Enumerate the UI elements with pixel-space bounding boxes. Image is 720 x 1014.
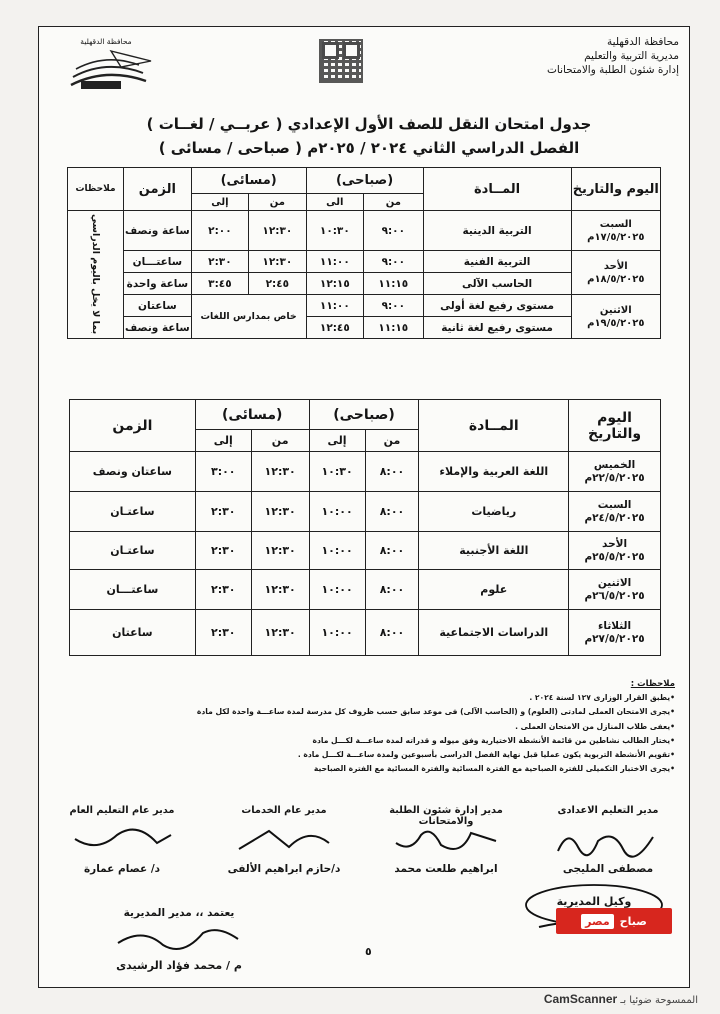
morning-to: ١٠:٠٠	[309, 570, 365, 610]
gov-line-1: محافظة الدقهلية	[607, 36, 679, 48]
evening-from: ١٢:٣٠	[249, 251, 307, 273]
notes-heading: ملاحظات :	[630, 679, 675, 689]
signatures-row	[39, 805, 691, 875]
duration-cell: ساعة ونصف	[124, 211, 192, 251]
day-date: ١٧/٥/٢٠٢٥م	[587, 231, 645, 243]
day-date: ٢٤/٥/٢٠٢٥م	[584, 511, 645, 524]
day-cell	[569, 610, 661, 656]
signature-scribble-icon	[229, 823, 339, 859]
table-row	[70, 492, 661, 532]
header-from: من	[364, 194, 423, 211]
header-evening: (مسائى)	[195, 400, 309, 430]
duration-cell: ساعتـان	[70, 532, 196, 570]
stamp-text-2: مصر	[581, 914, 614, 929]
morning-to: ١٢:٤٥	[306, 317, 363, 339]
signature-scribble-icon	[391, 823, 501, 859]
evening-from: ١٢:٣٠	[251, 532, 309, 570]
morning-to: ١٠:٠٠	[309, 610, 365, 656]
header-to: إلى	[309, 430, 365, 452]
evening-from: ١٢:٣٠	[251, 492, 309, 532]
table-row	[70, 532, 661, 570]
subject-cell: اللغة الأجنبية	[419, 532, 569, 570]
signature-name: مصطفى المليجى	[562, 863, 654, 875]
note-item: • يجرى الامتحان العملى لمادتى (العلوم) و (الحاسب الآلى) فى موعد سابق حسب ظروف كل مدرسة لمدة ساعـــة واحدة لكل مادة	[55, 705, 675, 719]
signature-block	[47, 805, 197, 875]
morning-to: ١٠:٣٠	[309, 452, 365, 492]
signature-title: مدير عام الخدمات	[241, 805, 327, 816]
table-row	[70, 610, 661, 656]
header-morning: (صباحى)	[309, 400, 419, 430]
header-from: من	[251, 430, 309, 452]
notes-section	[55, 677, 675, 776]
day-name: الأحد	[603, 260, 628, 272]
day-date: ٢٥/٥/٢٠٢٥م	[584, 550, 645, 563]
signature-title: مدير التعليم الاعدادى	[557, 805, 659, 816]
header-subject: المــادة	[423, 168, 571, 211]
morning-from: ٩:٠٠	[364, 251, 423, 273]
evening-from: ١٢:٣٠	[251, 610, 309, 656]
note-item: • يختار الطالب نشاطين من قائمة الأنشطة الاختيارية وفق ميوله و قدراته لمدة ساعـــة لكـــل مادة	[55, 734, 675, 748]
ministry-logo	[51, 37, 161, 97]
morning-to: ١١:٠٠	[306, 295, 363, 317]
signature-title: مدير عام التعليم العام	[69, 805, 175, 816]
day-name: السبت	[597, 498, 632, 511]
subject-cell: الحاسب الآلى	[423, 273, 571, 295]
schedule-table-1	[67, 167, 661, 339]
signature-scribble-icon	[553, 823, 663, 859]
duration-cell: ساعة ونصف	[124, 317, 192, 339]
note-item: • يطبق القرار الوزارى ١٢٧ لسنة ٢٠٢٤ .	[55, 691, 675, 705]
signature-name: د/حازم ابراهيم الألفى	[227, 863, 341, 875]
morning-from: ٩:٠٠	[364, 211, 423, 251]
exam-subtitle: الفصل الدراسي الثاني ٢٠٢٤ / ٢٠٢٥م ( صباحى / مسائى )	[158, 139, 580, 157]
header-day: اليوم والتاريخ	[569, 400, 661, 452]
evening-from: ٢:٤٥	[249, 273, 307, 295]
day-cell	[571, 211, 660, 251]
day-name: الاثنين	[599, 304, 632, 316]
morning-to: ١٠:٠٠	[309, 532, 365, 570]
table-row	[68, 251, 661, 273]
header-day: اليوم والتاريخ	[571, 168, 660, 211]
signature-name: د/ عصام عمارة	[83, 863, 161, 875]
morning-from: ١١:١٥	[364, 317, 423, 339]
evening-from: ١٢:٣٠	[251, 452, 309, 492]
subject-cell: مستوى رفيع لغة أولى	[423, 295, 571, 317]
governorate-header	[519, 35, 679, 77]
deputy-label: وكيل المديرية	[556, 895, 632, 908]
schedule-table-2	[69, 399, 661, 656]
evening-to: ٢:٣٠	[191, 251, 248, 273]
table-row	[68, 295, 661, 317]
duration-cell: ساعتان	[70, 610, 196, 656]
header-to: إلى	[191, 194, 248, 211]
table-row	[70, 570, 661, 610]
header-duration: الزمن	[70, 400, 196, 452]
signature-name: ابراهيم طلعت محمد	[394, 863, 498, 875]
subject-cell: اللغة العربية والإملاء	[419, 452, 569, 492]
day-cell	[569, 452, 661, 492]
morning-to: ١١:٠٠	[306, 251, 363, 273]
duration-cell: ساعة واحدة	[124, 273, 192, 295]
day-name: الثلاثاء	[598, 619, 632, 632]
header-duration: الزمن	[124, 168, 192, 211]
evening-to: ٢:٣٠	[195, 492, 251, 532]
table-row	[68, 211, 661, 251]
header-from: من	[365, 430, 419, 452]
duration-cell: ساعتان ونصف	[70, 452, 196, 492]
duration-cell: ساعتـــان	[124, 251, 192, 273]
duration-cell: ساعتان	[124, 295, 192, 317]
header-to: الى	[306, 194, 363, 211]
signature-block	[533, 805, 683, 875]
day-name: الأحد	[602, 537, 628, 550]
approval-block	[99, 907, 259, 972]
evening-to: ٣:٠٠	[195, 452, 251, 492]
day-date: ٢٧/٥/٢٠٢٥م	[584, 632, 645, 645]
footer-prefix: الممسوحة ضوئيا بـ	[620, 995, 698, 1006]
duration-cell: ساعتـان	[70, 492, 196, 532]
subject-cell: التربية الدينية	[423, 211, 571, 251]
note-item: • يعفى طلاب المنازل من الامتحان العملى .	[55, 720, 675, 734]
subject-cell: رياضيات	[419, 492, 569, 532]
evening-from: ١٢:٣٠	[251, 570, 309, 610]
day-cell	[569, 492, 661, 532]
subject-cell: علوم	[419, 570, 569, 610]
signature-scribble-icon	[67, 823, 177, 859]
subject-cell: مستوى رفيع لغة ثانية	[423, 317, 571, 339]
footer-app: CamScanner	[543, 992, 618, 1006]
morning-from: ٨:٠٠	[365, 570, 419, 610]
header-to: إلى	[195, 430, 251, 452]
morning-to: ١٠:٣٠	[306, 211, 363, 251]
day-date: ١٩/٥/٢٠٢٥م	[587, 317, 645, 329]
day-name: السبت	[599, 218, 632, 230]
signature-block	[209, 805, 359, 875]
signature-block	[371, 805, 521, 875]
subject-cell: الدراسات الاجتماعية	[419, 610, 569, 656]
day-cell	[569, 532, 661, 570]
morning-from: ٩:٠٠	[364, 295, 423, 317]
gov-line-2: مديرية التربية والتعليم	[584, 50, 679, 62]
table-row	[70, 452, 661, 492]
morning-from: ٨:٠٠	[365, 452, 419, 492]
notes-cell: بما لا يخل باليوم الدراسي	[68, 211, 124, 339]
day-cell	[569, 570, 661, 610]
document-sheet	[38, 26, 690, 988]
day-date: ٢٢/٥/٢٠٢٥م	[584, 471, 645, 484]
header-subject: المــادة	[419, 400, 569, 452]
morning-to: ١٠:٠٠	[309, 492, 365, 532]
subject-cell: التربية الفنية	[423, 251, 571, 273]
evening-to: ٢:٣٠	[195, 570, 251, 610]
stamp-text: صباح	[619, 914, 647, 928]
exam-title: جدول امتحان النقل للصف الأول الإعدادي ( عربــي / لغــات )	[146, 115, 592, 133]
logo-caption: محافظة الدقهلية	[80, 37, 132, 46]
day-name: الاثنين	[597, 576, 632, 589]
special-note-cell: خاص بمدارس اللغات	[191, 295, 306, 339]
day-date: ٢٦/٥/٢٠٢٥م	[584, 589, 645, 602]
approval-name: م / محمد فؤاد الرشيدى	[116, 959, 242, 972]
note-item: • تقويم الأنشطة التربوية يكون عمليا قبل نهاية الفصل الدراسى بأسبوعين ولمدة ساعـــة لكـــل مادة .	[55, 748, 675, 762]
morning-from: ٨:٠٠	[365, 610, 419, 656]
page-number: ٥	[365, 945, 372, 958]
morning-to: ١٢:١٥	[306, 273, 363, 295]
day-cell	[571, 295, 660, 339]
header-evening: (مسائى)	[191, 168, 306, 194]
evening-to: ٢:٠٠	[191, 211, 248, 251]
day-date: ١٨/٥/٢٠٢٥م	[587, 273, 645, 285]
watermark-stamp	[556, 908, 672, 934]
morning-from: ١١:١٥	[364, 273, 423, 295]
evening-to: ٢:٣٠	[195, 610, 251, 656]
evening-to: ٣:٤٥	[191, 273, 248, 295]
signature-title: مدير إدارة شئون الطلبة والامتحانات	[389, 805, 503, 827]
duration-cell: ساعتـــان	[70, 570, 196, 610]
header-notes: ملاحظات	[68, 168, 124, 211]
evening-to: ٢:٣٠	[195, 532, 251, 570]
morning-from: ٨:٠٠	[365, 492, 419, 532]
header-from: من	[249, 194, 307, 211]
note-item: • يجرى الاختبار التكميلى للفترة الصباحية مع الفترة المسائية والفترة المسائية مع الفترة الصباحية	[55, 762, 675, 776]
scanner-footer	[544, 992, 698, 1006]
book-logo-icon	[51, 37, 161, 97]
day-cell	[571, 251, 660, 295]
header-morning: (صباحى)	[306, 168, 423, 194]
gov-line-3: إدارة شئون الطلبة والامتحانات	[547, 64, 679, 76]
morning-from: ٨:٠٠	[365, 532, 419, 570]
approval-signature-icon	[113, 923, 243, 953]
evening-from: ١٢:٣٠	[249, 211, 307, 251]
day-name: الخميس	[593, 458, 636, 471]
approval-line: يعتمد ،، مدير المديرية	[123, 907, 235, 919]
qr-code-icon	[319, 39, 363, 83]
